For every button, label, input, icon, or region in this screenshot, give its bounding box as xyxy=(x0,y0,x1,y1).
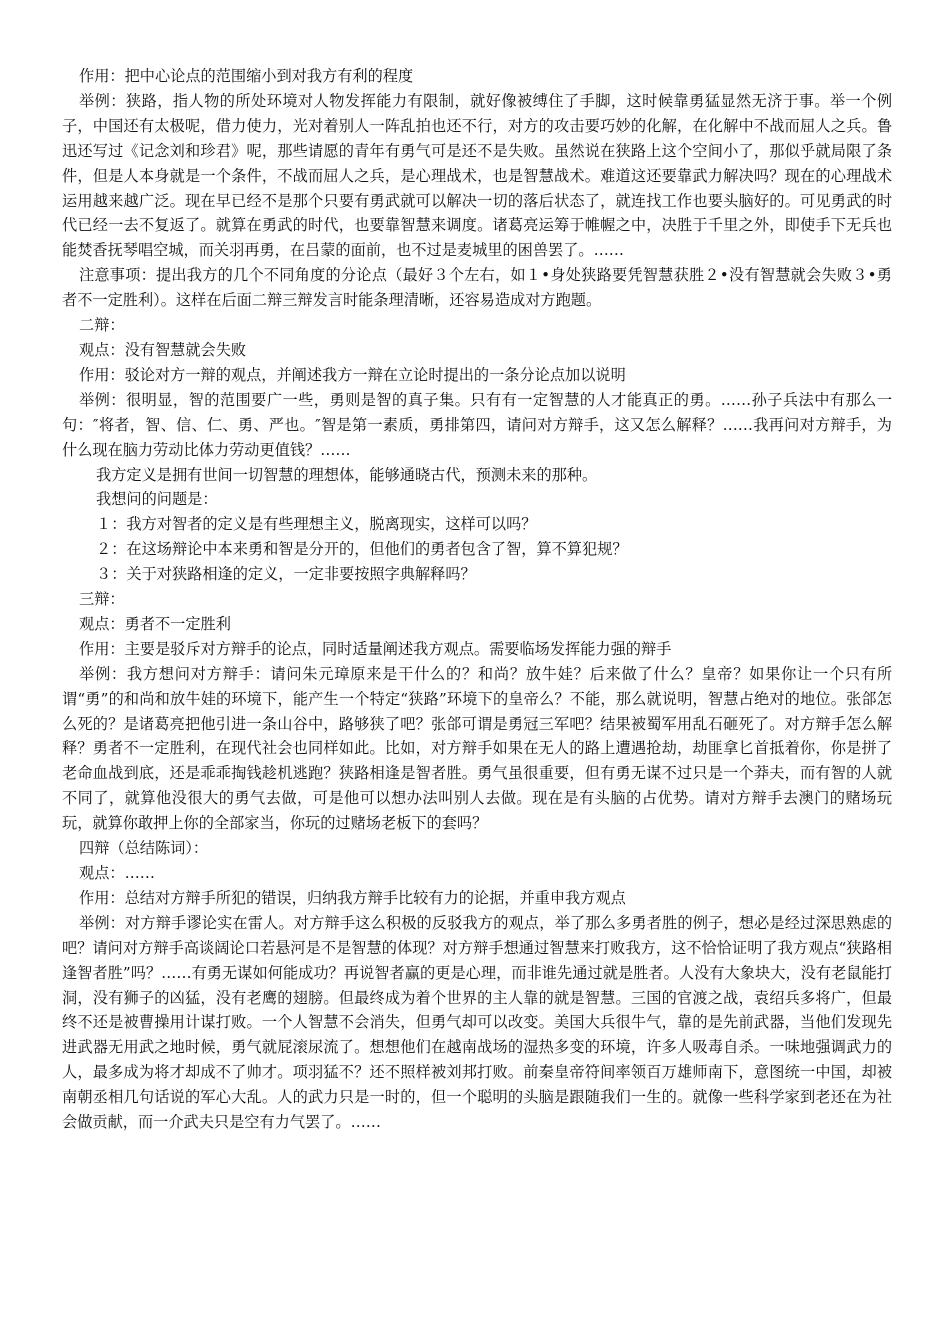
example-paragraph: 举例：对方辩手谬论实在雷人。对方辩手这么积极的反驳我方的观点，举了那么多勇者胜的例子，想必是经过深思熟虑的吧？请问对方辩手高谈阔论口若悬河是不是智慧的体现？对方辩手想通过智慧来打败我方，这不恰恰证明了我方观点“狭路相逢智者胜”吗？……有勇无谋如何能成功？再说智者赢的更是心理，而非谁先通过就是胜者。人没有大象块大，没有老鼠能打洞，没有狮子的凶猛，没有老鹰的翅膀。但最终成为着个世界的主人靠的就是智慧。三国的官渡之战，袁绍兵多将广，但最终不还是被曹操用计谋打败。一个人智慧不会消失，但勇气却可以改变。美国大兵很牛气，靠的是先前武器，当他们发现先进武器无用武之地时候，勇气就屁滚尿流了。想想他们在越南战场的湿热多变的环境，许多人吸毒自杀。一味地强调武力的人，最多成为将才却成不了帅才。项羽猛不？还不照样被刘邦打败。前秦皇帝符间率领百万雄师南下，意图统一中国，却被南朝丞相几句话说的军心大乱。人的武力只是一时的，但一个聪明的头脑是跟随我们一生的。就像一些科学家到老还在为社会做贡献，而一介武夫只是空有力气罢了。…… xyxy=(62,913,892,1132)
question-item: ３：关于对狭路相逢的定义，一定非要按照字典解释吗？ xyxy=(96,565,476,584)
notes-paragraph: 注意事项：提出我方的几个不同角度的分论点（最好３个左右，如１•身处狭路要凭智慧获胜２•没有智慧就会失败３•勇者不一定胜利）。这样在后面二辩三辩发言时能条理清晰，还容易造成对方跑题。 xyxy=(62,266,892,310)
purpose-paragraph: 作用：把中心论点的范围缩小到对我方有利的程度 xyxy=(79,67,414,85)
section-heading-fourth-debater: 四辩（总结陈词）： xyxy=(79,839,209,858)
viewpoint-paragraph: 观点：勇者不一定胜利 xyxy=(79,614,231,633)
section-heading-third-debater: 三辩： xyxy=(79,590,125,609)
document-page xyxy=(62,64,892,1135)
question-item: ２：在这场辩论中本来勇和智是分开的，但他们的勇者包含了智，算不算犯规？ xyxy=(96,540,628,559)
purpose-paragraph: 作用：总结对方辩手所犯的错误，归纳我方辩手比较有力的论据，并重申我方观点 xyxy=(79,888,626,907)
questions-heading: 我想问的问题是： xyxy=(96,490,218,509)
definition-paragraph: 我方定义是拥有世间一切智慧的理想体，能够通晓古代，预测未来的那种。 xyxy=(96,465,598,484)
example-paragraph: 举例：狭路，指人物的所处环境对人物发挥能力有限制，就好像被缚住了手脚，这时候靠勇猛显然无济于事。举一个例子，中国还有太极呢，借力使力，光对着别人一阵乱拍也还不行，对方的攻击要巧妙的化解，在化解中不战而屈人之兵。鲁迅还写过《记念刘和珍君》呢，那些请愿的青年有勇气可是还不是失败。虽然说在狭路上这个空间小了，那似乎就局限了条件，但是人本身就是一个条件，不战而屈人之兵，是心理战术，也是智慧战术。难道这还要靠武力解决吗？现在的心理战术运用越来越广泛。现在早已经不是那个只要有勇武就可以解决一切的落后状态了，就连找工作也要头脑好的。可见勇武的时代已经一去不复返了。就算在勇武的时代，也要靠智慧来调度。诸葛亮运筹于帷幄之中，决胜于千里之外，即使手下无兵也能焚香抚琴唱空城，而关羽再勇，在吕蒙的面前，也不过是麦城里的困兽罢了。…… xyxy=(62,91,892,260)
question-item: １：我方对智者的定义是有些理想主义，脱离现实，这样可以吗？ xyxy=(96,515,537,534)
section-heading-second-debater: 二辩： xyxy=(79,316,125,335)
viewpoint-paragraph: 观点：没有智慧就会失败 xyxy=(79,340,247,359)
example-paragraph: 举例：很明显，智的范围要广一些，勇则是智的真子集。只有有一定智慧的人才能真正的勇。……孙子兵法中有那么一句：″将者，智、信、仁、勇、严也。″智是第一素质，勇排第四，请问对方辩手，这又怎么解释？……我再问对方辩手，为什么现在脑力劳动比体力劳动更值钱？…… xyxy=(62,390,892,459)
purpose-paragraph: 作用：主要是驳斥对方辩手的论点，同时适量阐述我方观点。需要临场发挥能力强的辩手 xyxy=(79,639,672,658)
viewpoint-paragraph: 观点：…… xyxy=(79,864,155,882)
purpose-paragraph: 作用：驳论对方一辩的观点，并阐述我方一辩在立论时提出的一条分论点加以说明 xyxy=(79,365,626,384)
example-paragraph: 举例：我方想问对方辩手：请问朱元璋原来是干什么的？和尚？放牛娃？后来做了什么？皇帝？如果你让一个只有所谓“勇”的和尚和放牛娃的环境下，能产生一个特定“狭路”环境下的皇帝么？不能，那么就说明，智慧占绝对的地位。张郃怎么死的？是诸葛亮把他引进一条山谷中，路够狭了吧？张郃可谓是勇冠三军吧？结果被蜀军用乱石砸死了。对方辩手怎么解释？勇者不一定胜利，在现代社会也同样如此。比如，对方辩手如果在无人的路上遭遇抢劫，劫匪拿匕首抵着你，你是拼了老命血战到底，还是乖乖掏钱趁机逃跑？狭路相逢是智者胜。勇气虽很重要，但有勇无谋不过只是一个莽夫，而有智的人就不同了，就算他没很大的勇气去做，可是他可以想办法叫别人去做。现在是有头脑的占优势。请对方辩手去澳门的赌场玩玩，就算你敢押上你的全部家当，你玩的过赌场老板下的套吗？ xyxy=(62,664,892,833)
